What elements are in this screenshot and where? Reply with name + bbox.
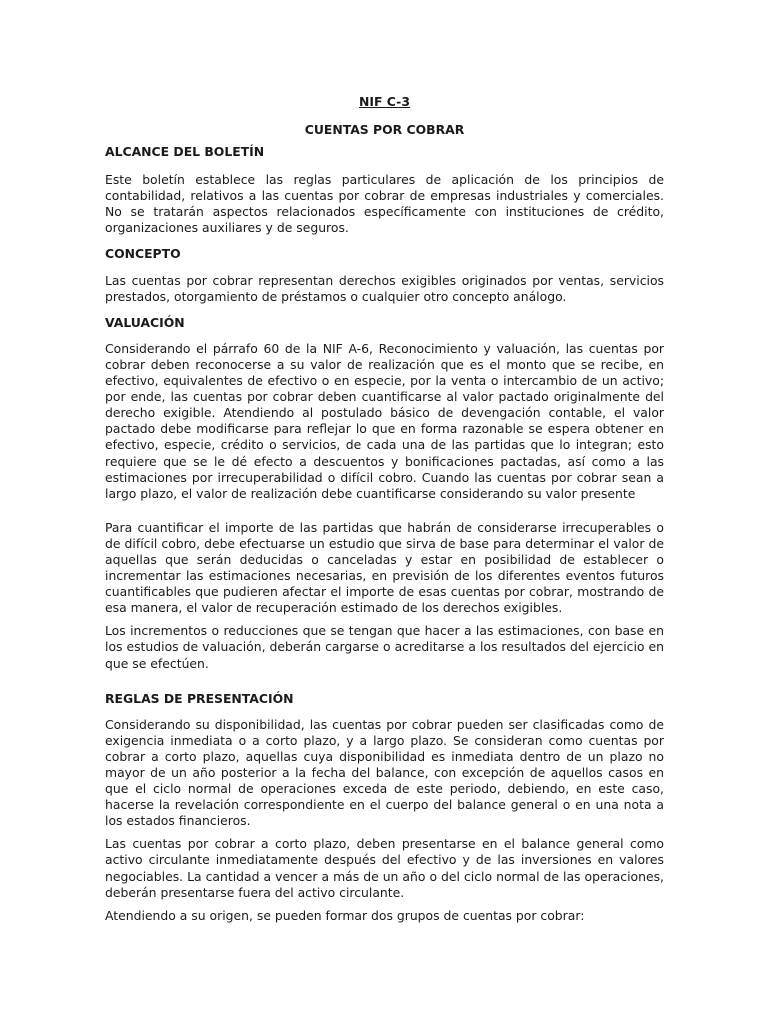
- paragraph-reglas-3: Atendiendo a su origen, se pueden formar dos grupos de cuentas por cobrar:: [105, 907, 585, 923]
- heading-alcance: ALCANCE DEL BOLETÍN: [105, 144, 265, 159]
- document-subtitle: CUENTAS POR COBRAR: [304, 122, 465, 137]
- paragraph-valuacion-2: Para cuantificar el importe de las partidas que habrán de considerarse irrecuperables o de difícil cobro, debe efectuarse un estudio que sirva de base para determinar el valor de aquellas que serán deducidas o canceladas y estar en posibilidad de establecer o incrementar las estimaciones necesarias, en previsión de los diferentes eventos futuros cuantificables que pudieren afectar el importe de esas cuentas por cobrar, mostrando de esa manera, el valor de recuperación estimado de los derechos exigibles.: [105, 519, 664, 616]
- heading-concepto: CONCEPTO: [105, 246, 181, 262]
- paragraph-reglas-1: Considerando su disponibilidad, las cuentas por cobrar pueden ser clasificadas como de exigencia inmediata o a corto plazo, y a largo plazo. Se consideran como cuentas por cobrar a corto plazo, aquellas cuya disponibilidad es inmediata dentro de un plazo no mayor de un año posterior a la fecha del balance, con excepción de aquellos casos en que el ciclo normal de operaciones exceda de este periodo, debiendo, en este caso, hacerse la revelación correspondiente en el cuerpo del balance general o en una nota a los estados financieros.: [105, 716, 664, 829]
- document-title: NIF C-3: [359, 94, 410, 109]
- heading-valuacion: VALUACIÓN: [105, 314, 185, 330]
- paragraph-reglas-2: Las cuentas por cobrar a corto plazo, deben presentarse en el balance general como activo circulante inmediatamente después del efectivo y de las inversiones en valores negociables. La cantidad a vencer a más de un año o del ciclo normal de las operaciones, deberán presentarse fuera del activo circulante.: [105, 836, 664, 900]
- paragraph-alcance-1: Este boletín establece las reglas particulares de aplicación de los principios de contabilidad, relativos a las cuentas por cobrar de empresas industriales y comerciales. No se tratarán aspectos relacionados específicamente con instituciones de crédito, organizaciones auxiliares y de seguros.: [105, 172, 664, 236]
- document-page: [105, 94, 664, 924]
- heading-reglas-presentacion: REGLAS DE PRESENTACIÓN: [105, 690, 294, 706]
- paragraph-concepto-1: Las cuentas por cobrar representan derechos exigibles originados por ventas, servicios prestados, otorgamiento de préstamos o cualquier otro concepto análogo.: [105, 272, 664, 304]
- paragraph-valuacion-1: Considerando el párrafo 60 de la NIF A-6, Reconocimiento y valuación, las cuentas por cobrar deben reconocerse a su valor de realización que es el monto que se recibe, en efectivo, equivalentes de efectivo o en especie, por la venta o intercambio de un activo; por ende, las cuentas por cobrar deben cuantificarse al valor pactado originalmente del derecho exigible. Atendiendo al postulado básico de devengación contable, el valor pactado debe modificarse para reflejar lo que en forma razonable se espera obtener en efectivo, especie, crédito o servicios, de cada una de las partidas que lo integran; esto requiere que se le dé efecto a descuentos y bonificaciones pactadas, así como a las estimaciones por irrecuperabilidad o difícil cobro. Cuando las cuentas por cobrar sean a largo plazo, el valor de realización debe cuantificarse considerando su valor presente: [105, 340, 664, 501]
- paragraph-valuacion-3: Los incrementos o reducciones que se tengan que hacer a las estimaciones, con base en los estudios de valuación, deberán cargarse o acreditarse a los resultados del ejercicio en que se efectúen.: [105, 623, 664, 671]
